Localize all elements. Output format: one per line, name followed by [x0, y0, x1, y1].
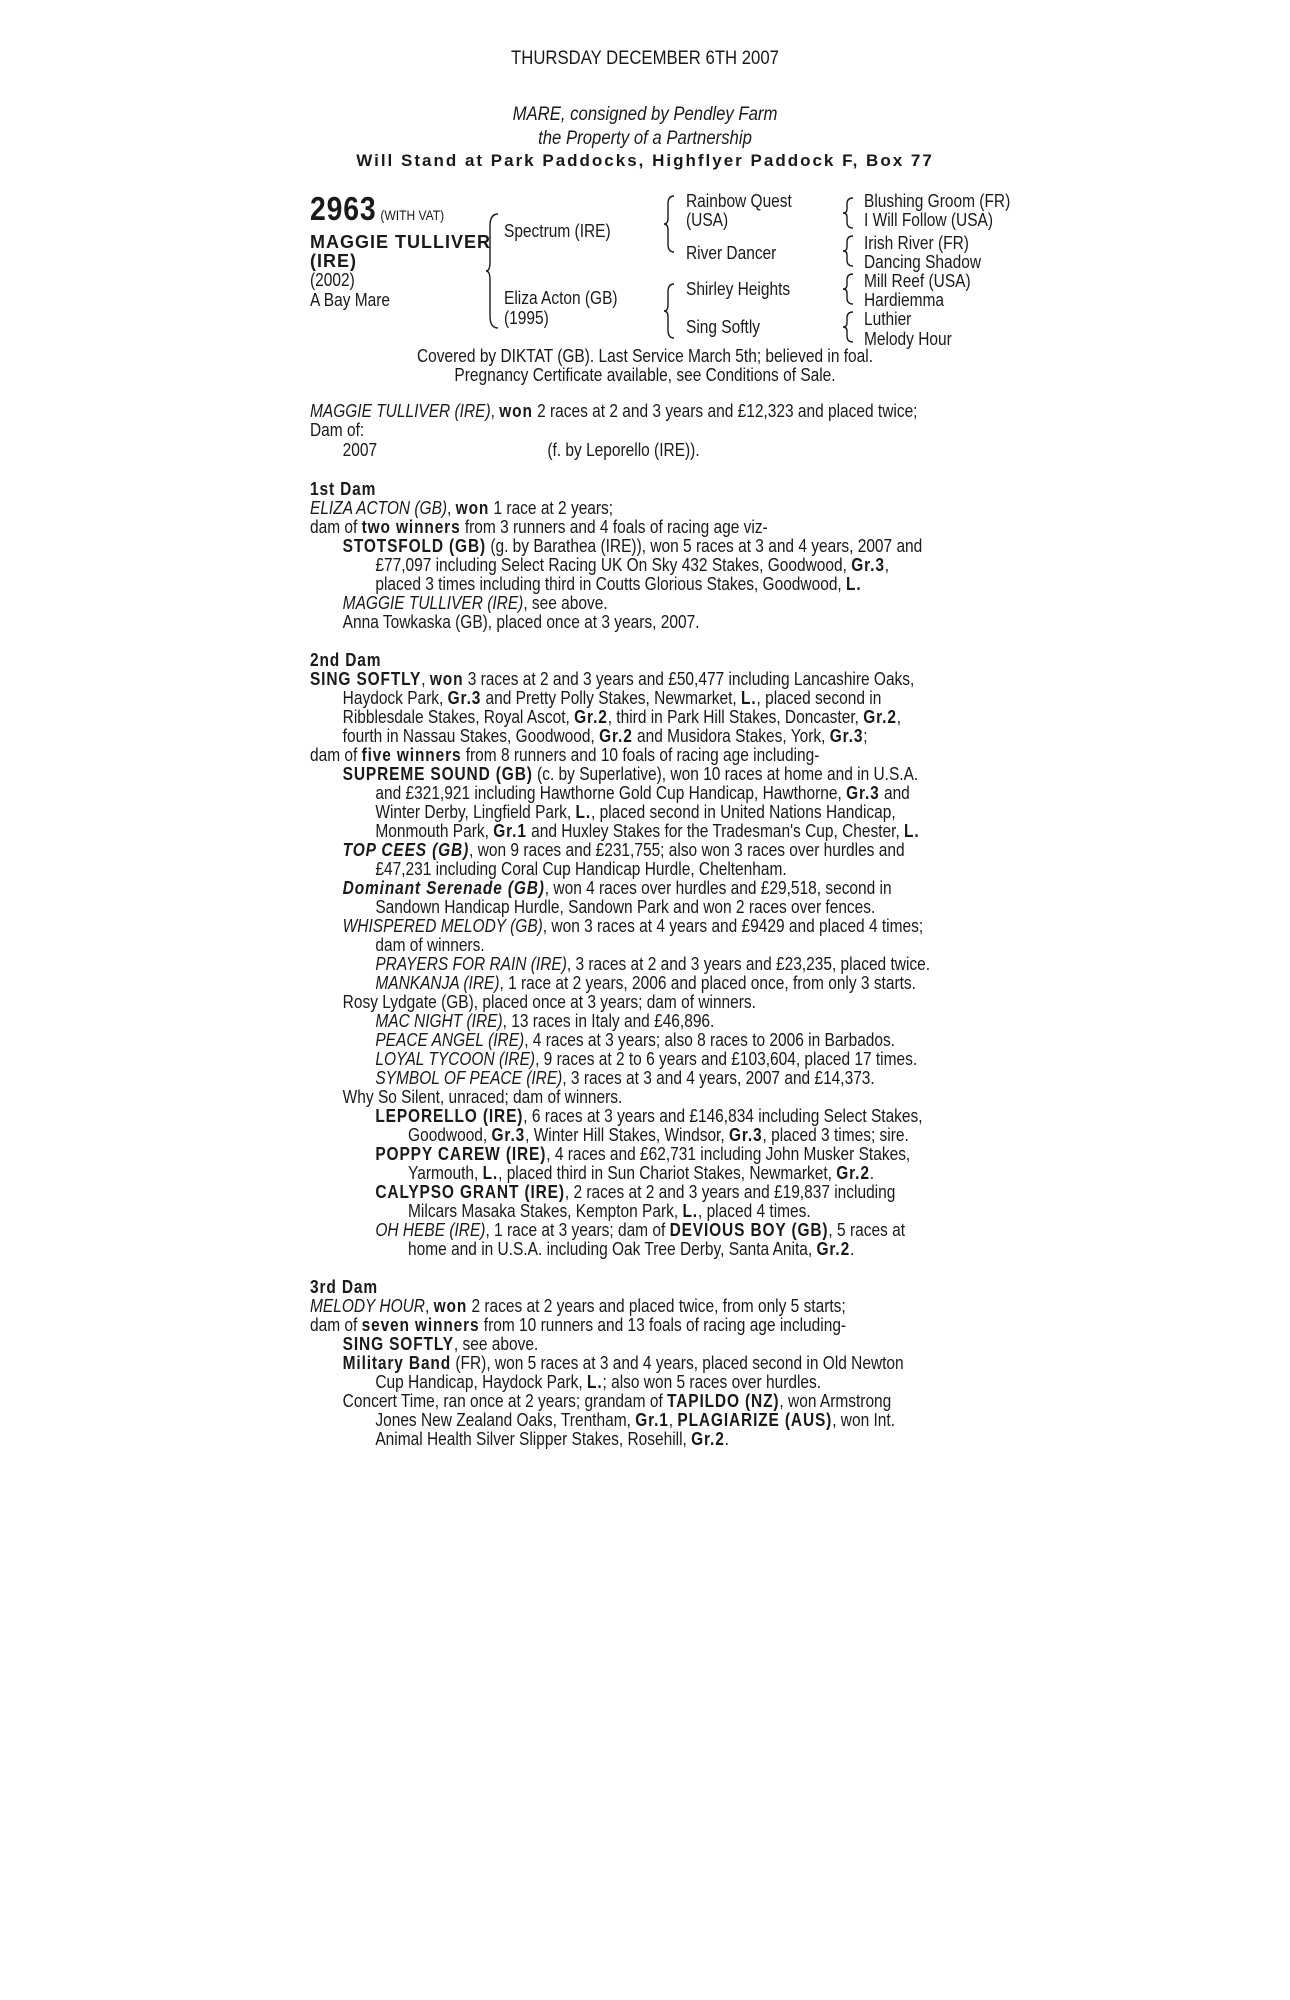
third-dam-line: MELODY HOUR, won 2 races at 2 years and placed twice, from only 5 starts;	[310, 1296, 846, 1316]
third-dam-line: Concert Time, ran once at 2 years; grandam of TAPILDO (NZ), won Armstrong	[342, 1391, 892, 1411]
second-dam-line: MANKANJA (IRE), 1 race at 2 years, 2006 and placed once, from only 3 starts.	[375, 973, 916, 993]
horse-name: MAGGIE TULLIVER	[310, 232, 491, 252]
pedigree-sire-sire-suffix: (USA)	[686, 210, 729, 230]
lot-block	[310, 190, 444, 228]
pedigree-g1: Blushing Groom (FR)	[864, 191, 1011, 211]
second-dam-line: dam of five winners from 8 runners and 10 foals of racing age including-	[310, 745, 820, 765]
pedigree-dam-year: (1995)	[504, 308, 549, 328]
first-dam-line: £77,097 including Select Racing UK On Sky 432 Stakes, Goodwood, Gr.3,	[375, 555, 890, 575]
pedigree-dam-sire: Shirley Heights	[686, 279, 791, 299]
second-dam-line: £47,231 including Coral Cup Handicap Hurdle, Cheltenham.	[375, 859, 787, 879]
pedigree-dam-dam: Sing Softly	[686, 317, 761, 337]
third-dam-line: Jones New Zealand Oaks, Trentham, Gr.1, PLAGIARIZE (AUS), won Int.	[375, 1410, 896, 1430]
pedigree-sire-dam: River Dancer	[686, 243, 777, 263]
second-dam-line: CALYPSO GRANT (IRE), 2 races at 2 and 3 years and £19,837 including	[375, 1182, 896, 1202]
g-brace-4	[843, 310, 855, 344]
sire-dam-brace	[486, 212, 500, 330]
produce-year: 2007	[342, 440, 378, 460]
second-dam-line: Goodwood, Gr.3, Winter Hill Stakes, Windsor, Gr.3, placed 3 times; sire.	[408, 1125, 909, 1145]
second-dam-line: Rosy Lydgate (GB), placed once at 3 years; dam of winners.	[342, 992, 756, 1012]
second-dam-heading: 2nd Dam	[310, 650, 382, 670]
third-dam-line: Military Band (FR), won 5 races at 3 and 4 years, placed second in Old Newton	[342, 1353, 904, 1373]
third-dam-line: Cup Handicap, Haydock Park, L.; also won 5 races over hurdles.	[375, 1372, 822, 1392]
dam-line-brace	[664, 282, 676, 340]
second-dam-line: Winter Derby, Lingfield Park, L., placed second in United Nations Handicap,	[375, 802, 896, 822]
second-dam-line: Milcars Masaka Stakes, Kempton Park, L., placed 4 times.	[408, 1201, 811, 1221]
sire-line-brace	[664, 194, 676, 254]
third-dam-line: SING SOFTLY, see above.	[342, 1334, 539, 1354]
third-dam-line: Animal Health Silver Slipper Stakes, Rosehill, Gr.2.	[375, 1429, 729, 1449]
second-dam-line: Ribblesdale Stakes, Royal Ascot, Gr.2, third in Park Hill Stakes, Doncaster, Gr.2,	[342, 707, 902, 727]
dam-of-label: Dam of:	[310, 420, 365, 440]
foaling-year: (2002)	[310, 270, 355, 290]
second-dam-line: Dominant Serenade (GB), won 4 races over hurdles and £29,518, second in	[342, 878, 892, 898]
second-dam-line: MAC NIGHT (IRE), 13 races in Italy and £46,896.	[375, 1011, 715, 1031]
g-brace-2	[843, 234, 855, 268]
second-dam-line: WHISPERED MELODY (GB), won 3 races at 4 years and £9429 and placed 4 times;	[342, 916, 924, 936]
second-dam-line: Why So Silent, unraced; dam of winners.	[342, 1087, 623, 1107]
pedigree-g7: Luthier	[864, 309, 912, 329]
second-dam-line: Monmouth Park, Gr.1 and Huxley Stakes for the Tradesman's Cup, Chester, L.	[375, 821, 920, 841]
third-dam-line: dam of seven winners from 10 runners and 13 foals of racing age including-	[310, 1315, 847, 1335]
produce-entry: (f. by Leporello (IRE)).	[547, 440, 700, 460]
second-dam-line: Haydock Park, Gr.3 and Pretty Polly Stakes, Newmarket, L., placed second in	[342, 688, 882, 708]
pedigree-sire: Spectrum (IRE)	[504, 221, 611, 241]
pedigree-g4: Dancing Shadow	[864, 252, 982, 272]
pedigree-dam: Eliza Acton (GB)	[504, 288, 618, 308]
first-dam-line: ELIZA ACTON (GB), won 1 race at 2 years;	[310, 498, 614, 518]
horse-name-suffix: (IRE)	[310, 251, 357, 271]
second-dam-line: PRAYERS FOR RAIN (IRE), 3 races at 2 and 3 years and £23,235, placed twice.	[375, 954, 931, 974]
second-dam-line: SING SOFTLY, won 3 races at 2 and 3 years and £50,477 including Lancashire Oaks,	[310, 669, 915, 689]
first-dam-line: MAGGIE TULLIVER (IRE), see above.	[342, 593, 608, 613]
covered-line: Covered by DIKTAT (GB). Last Service March 5th; believed in foal.	[417, 346, 873, 366]
second-dam-line: dam of winners.	[375, 935, 485, 955]
second-dam-line: SUPREME SOUND (GB) (c. by Superlative), won 10 races at home and in U.S.A.	[342, 764, 919, 784]
horse-description: A Bay Mare	[310, 290, 391, 310]
sale-date: THURSDAY DECEMBER 6TH 2007	[511, 48, 779, 69]
second-dam-line: POPPY CAREW (IRE), 4 races and £62,731 including John Musker Stakes,	[375, 1144, 911, 1164]
property-line: the Property of a Partnership	[538, 128, 752, 149]
second-dam-line: and £321,921 including Hawthorne Gold Cup Handicap, Hawthorne, Gr.3 and	[375, 783, 910, 803]
first-dam-line: Anna Towkaska (GB), placed once at 3 years, 2007.	[342, 612, 700, 632]
stand-line: Will Stand at Park Paddocks, Highflyer Paddock F, Box 77	[356, 151, 934, 170]
lot-number: 2963	[310, 190, 377, 227]
pedigree-g2: I Will Follow (USA)	[864, 210, 994, 230]
g-brace-3	[843, 272, 855, 306]
second-dam-line: OH HEBE (IRE), 1 race at 3 years; dam of DEVIOUS BOY (GB), 5 races at	[375, 1220, 906, 1240]
third-dam-heading: 3rd Dam	[310, 1277, 378, 1297]
pedigree-g3: Irish River (FR)	[864, 233, 969, 253]
first-dam-line: STOTSFOLD (GB) (g. by Barathea (IRE)), won 5 races at 3 and 4 years, 2007 and	[342, 536, 923, 556]
second-dam-line: home and in U.S.A. including Oak Tree Derby, Santa Anita, Gr.2.	[408, 1239, 855, 1259]
second-dam-line: Sandown Handicap Hurdle, Sandown Park and won 2 races over fences.	[375, 897, 876, 917]
pregnancy-line: Pregnancy Certificate available, see Conditions of Sale.	[454, 365, 836, 385]
pedigree-g8: Melody Hour	[864, 329, 952, 349]
second-dam-line: LEPORELLO (IRE), 6 races at 3 years and £146,834 including Select Stakes,	[375, 1106, 923, 1126]
first-dam-heading: 1st Dam	[310, 479, 377, 499]
pedigree-sire-sire: Rainbow Quest	[686, 191, 792, 211]
consignment-line: MARE, consigned by Pendley Farm	[512, 104, 778, 125]
pedigree-g5: Mill Reef (USA)	[864, 271, 971, 291]
g-brace-1	[843, 196, 855, 230]
second-dam-line: SYMBOL OF PEACE (IRE), 3 races at 3 and 4 years, 2007 and £14,373.	[375, 1068, 875, 1088]
vat-note: (WITH VAT)	[380, 207, 445, 223]
second-dam-line: fourth in Nassau Stakes, Goodwood, Gr.2 and Musidora Stakes, York, Gr.3;	[342, 726, 868, 746]
record-line: MAGGIE TULLIVER (IRE), won 2 races at 2 and 3 years and £12,323 and placed twice;	[310, 401, 918, 421]
first-dam-line: dam of two winners from 3 runners and 4 foals of racing age viz-	[310, 517, 768, 537]
second-dam-line: PEACE ANGEL (IRE), 4 races at 3 years; also 8 races to 2006 in Barbados.	[375, 1030, 896, 1050]
second-dam-line: TOP CEES (GB), won 9 races and £231,755; also won 3 races over hurdles and	[342, 840, 905, 860]
second-dam-line: LOYAL TYCOON (IRE), 9 races at 2 to 6 years and £103,604, placed 17 times.	[375, 1049, 918, 1069]
first-dam-line: placed 3 times including third in Coutts Glorious Stakes, Goodwood, L.	[375, 574, 862, 594]
second-dam-line: Yarmouth, L., placed third in Sun Chariot Stakes, Newmarket, Gr.2.	[408, 1163, 875, 1183]
pedigree-g6: Hardiemma	[864, 290, 945, 310]
